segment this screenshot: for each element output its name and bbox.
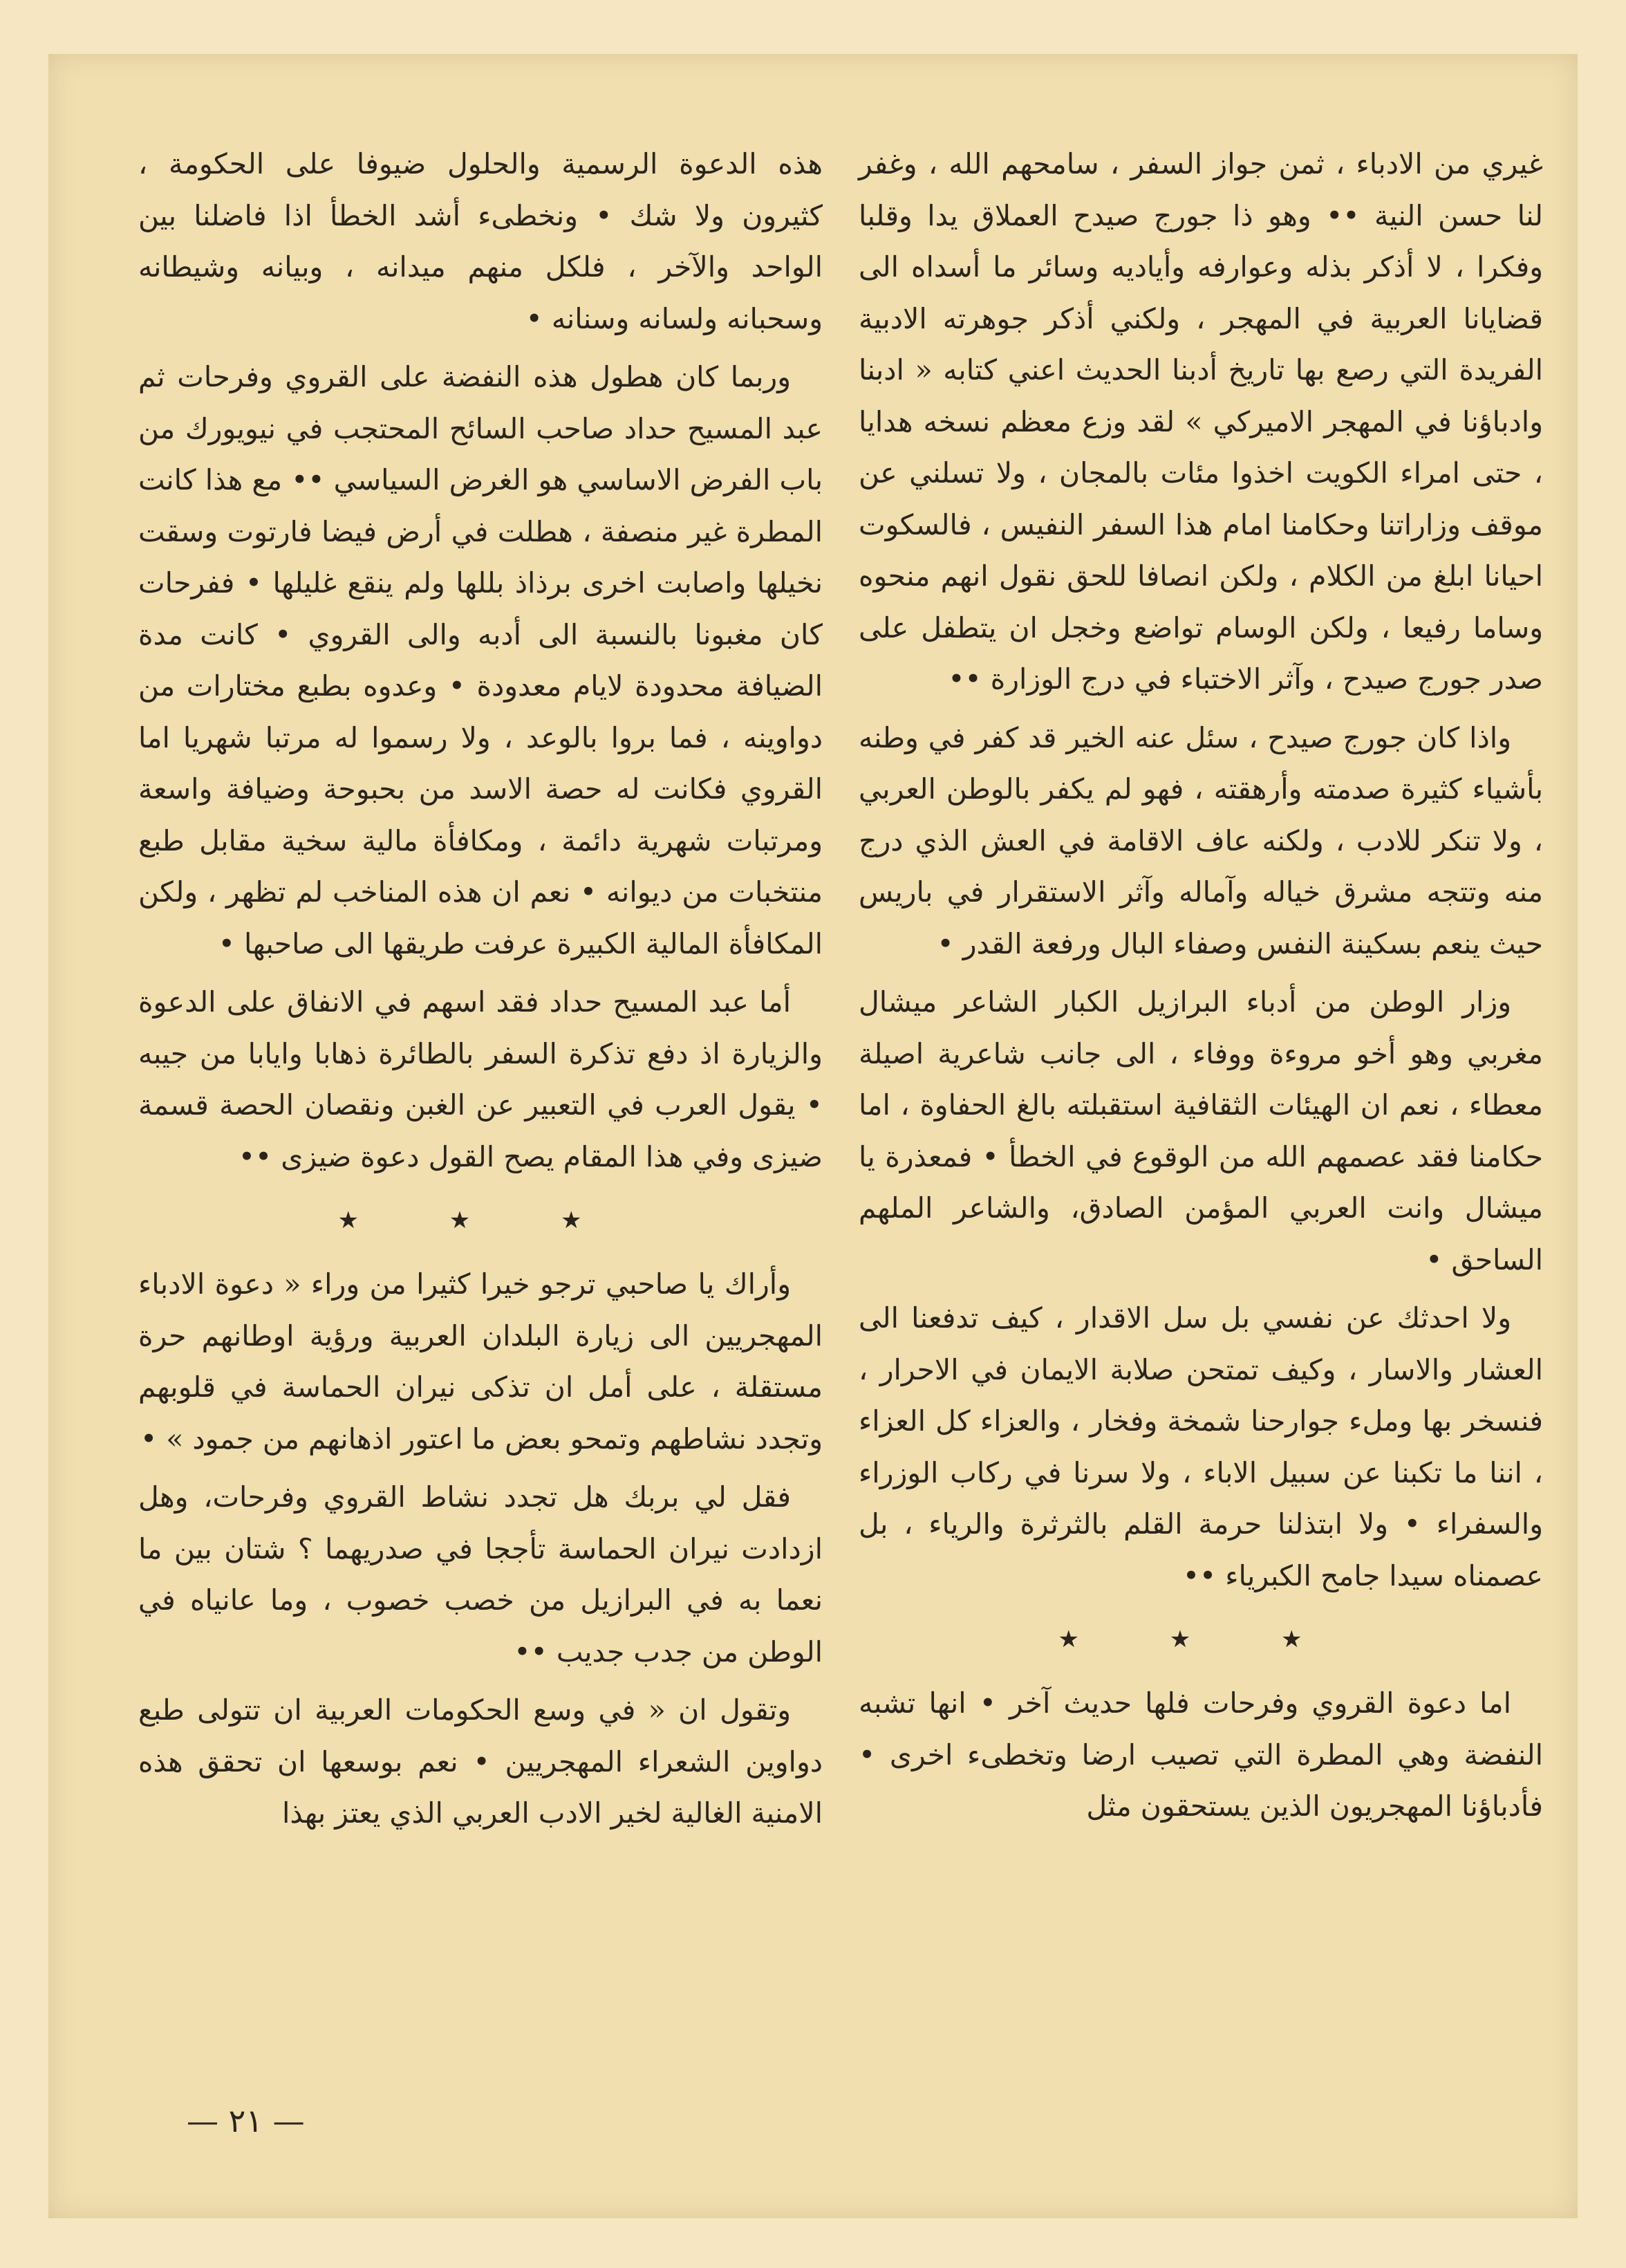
page-number: — ٢١ — [187,2102,305,2139]
right-paragraph-4: ولا احدثك عن نفسي بل سل الاقدار ، كيف تدفعنا الى العشار والاسار ، وكيف تمتحن صلابة الايمان في الاحرار ، فنسخر بها وملء جوارحنا شمخة وفخار ، والعزاء كل العزاء ، اننا ما تكبنا عن سبيل الاباء ، ولا سرنا في ركاب الوزراء والسفراء • ولا ابتذلنا حرمة القلم بالثرثرة والرياء ، بل عصمناه سيدا جامح الكبرياء •• [859,1301,1543,1592]
left-paragraph-4: وأراك يا صاحبي ترجو خيرا كثيرا من وراء « دعوة الادباء المهجريين الى زيارة البلدان العربية ورؤية اوطانهم حرة مستقلة ، على أمل ان تذكى نيران الحماسة في قلوبهم وتجدد نشاطهم وتمحو بعض ما اعتور اذهانهم من جمود » • [138,1267,823,1456]
right-paragraph-3: وزار الوطن من أدباء البرازيل الكبار الشاعر ميشال مغربي وهو أخو مروءة ووفاء ، الى جانب شاعرية اصيلة معطاء ، نعم ان الهيئات الثقافية استقبلته بالغ الحفاوة ، اما حكامنا فقد عصمهم الله من الوقوع في الخطأ • فمعذرة يا ميشال وانت العربي المؤمن الصادق، والشاعر الملهم الساحق • [859,985,1543,1276]
left-paragraph-5: فقل لي بربك هل تجدد نشاط القروي وفرحات، وهل ازدادت نيران الحماسة تأججا في صدريهما ؟ شتان بين ما نعما به في البرازيل من خصب خصوب ، وما عانياه في الوطن من جدب جديب •• [138,1480,823,1669]
left-paragraph-1: هذه الدعوة الرسمية والحلول ضيوفا على الحكومة ، كثيرون ولا شك • ونخطىء أشد الخطأ اذا فاضلنا بين الواحد والآخر ، فلكل منهم ميدانه ، وبيانه وشيطانه وسحبانه ولسانه وسنانه • [138,147,823,335]
right-paragraph-2: واذا كان جورج صيدح ، سئل عنه الخير قد كفر في وطنه بأشياء كثيرة صدمته وأرهقته ، فهو لم يكفر بالوطن العربي ، ولا تنكر للادب ، ولكنه عاف الاقامة في العش الذي درج منه وتتجه مشرق خياله وآماله وآثر الاستقرار في باريس حيث ينعم بسكينة النفس وصفاء البال ورفعة القدر • [859,721,1543,960]
left-paragraph-2: وربما كان هطول هذه النفضة على القروي وفرحات ثم عبد المسيح حداد صاحب السائح المحتجب في نيويورك من باب الفرض الاساسي هو الغرض السياسي •• مع هذا كانت المطرة غير منصفة ، هطلت في أرض فيضا فارتوت وسقت نخيلها واصابت اخرى برذاذ بللها ولم ينقع غليلها • ففرحات كان مغبونا بالنسبة الى أدبه والى القروي • كانت مدة الضيافة محدودة لايام معدودة • وعدوه بطبع مختارات من دواوينه ، فما بروا بالوعد ، ولا رسموا له مرتبا شهريا اما القروي فكانت له حصة الاسد من بحبوحة وضيافة واسعة ومرتبات شهرية دائمة ، ومكافأة مالية سخية مقابل طبع منتخبات من ديوانه • نعم ان هذه المناخب لم تظهر ، ولكن المكافأة المالية الكبيرة عرفت طريقها الى صاحبها • [138,360,823,960]
left-paragraph-6: وتقول ان « في وسع الحكومات العربية ان تتولى طبع دواوين الشعراء المهجريين • نعم بوسعها ان تحقق هذه الامنية الغالية لخير الادب العربي الذي يعتز بهذا [138,1693,823,1830]
right-column [859,138,1543,1839]
right-paragraph-5: اما دعوة القروي وفرحات فلها حديث آخر • انها تشبه النفضة وهي المطرة التي تصيب ارضا وتخطىء اخرى • فأدباؤنا المهجريون الذين يستحقون مثل [859,1686,1543,1823]
left-column [138,138,823,1846]
left-paragraph-3: أما عبد المسيح حداد فقد اسهم في الانفاق على الدعوة والزيارة اذ دفع تذكرة السفر بالطائرة ذهابا وايابا من جيبه • يقول العرب في التعبير عن الغبن ونقصان الحصة قسمة ضيزى وفي هذا المقام يصح القول دعوة ضيزى •• [138,985,823,1173]
section-separator-stars: ★ ★ ★ [1058,1626,1344,1653]
right-paragraph-1: غيري من الادباء ، ثمن جواز السفر ، سامحهم الله ، وغفر لنا حسن النية •• وهو ذا جورج صيدح العملاق يدا وقلبا وفكرا ، لا أذكر بذله وعوارفه وأياديه وسائر ما أسداه الى قضايانا العربية في المهجر ، ولكني أذكر جوهرته الادبية الفريدة التي رصع بها تاريخ أدبنا الحديث اعني كتابه « ادبنا وادباؤنا في المهجر الاميركي » لقد وزع معظم نسخه هدايا ، حتى امراء الكويت اخذوا مئات بالمجان ، ولا تسلني عن موقف وزاراتنا وحكامنا امام هذا السفر النفيس ، فالسكوت احيانا ابلغ من الكلام ، ولكن انصافا للحق نقول انهم منحوه وساما رفيعا ، ولكن الوسام تواضع وخجل ان يتطفل على صدر جورج صيدح ، وآثر الاختباء في درج الوزارة •• [859,147,1543,696]
section-separator-stars: ★ ★ ★ [337,1207,624,1234]
